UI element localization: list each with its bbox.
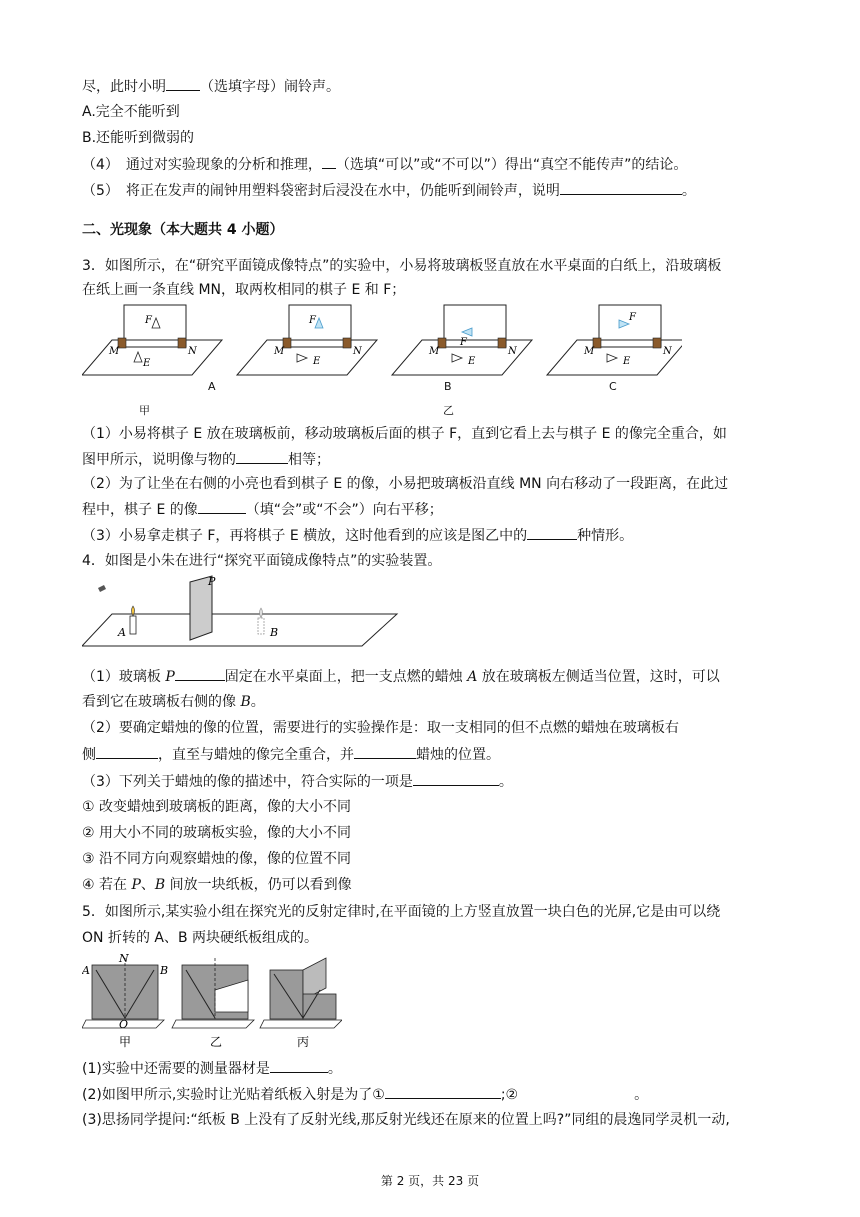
text: 间放一块纸板，仍可以看到像 bbox=[165, 877, 352, 893]
answer-blank[interactable] bbox=[198, 499, 246, 514]
q4-part2-cont bbox=[82, 744, 500, 765]
answer-blank[interactable] bbox=[96, 744, 158, 759]
text-line bbox=[82, 102, 180, 122]
text: 。 bbox=[250, 694, 265, 710]
answer-blank[interactable] bbox=[527, 525, 577, 540]
text: （4） 通过对实验现象的分析和推理， bbox=[82, 157, 322, 173]
caption-5-yi: 乙 bbox=[210, 1035, 223, 1049]
figure-q3 bbox=[82, 300, 682, 420]
svg-text:N: N bbox=[353, 346, 362, 357]
q5-part3 bbox=[82, 1110, 730, 1130]
question-4 bbox=[82, 551, 441, 571]
page-footer: 第 2 页，共 23 页 bbox=[380, 1174, 480, 1188]
caption-5-bing: 丙 bbox=[297, 1035, 310, 1049]
label-a: A bbox=[118, 626, 126, 639]
q4-part2 bbox=[82, 718, 679, 738]
text: 。 bbox=[498, 774, 513, 790]
text: 放在玻璃板左侧适当位置，这时，可以 bbox=[477, 669, 720, 685]
svg-text:E: E bbox=[313, 356, 321, 367]
section-title bbox=[82, 220, 284, 240]
var-p: P bbox=[131, 877, 141, 893]
text: 图甲所示，说明像与物的 bbox=[82, 452, 236, 468]
text: 相等； bbox=[288, 452, 330, 468]
text-line bbox=[82, 180, 696, 201]
text: （填“会”或“不会”）向右平移； bbox=[245, 502, 443, 518]
label-a: A bbox=[82, 964, 90, 977]
q5-part2 bbox=[82, 1084, 648, 1105]
text: 种情形。 bbox=[577, 528, 634, 544]
text: (2)如图甲所示,实验时让光贴着纸板入射是为了① bbox=[82, 1087, 385, 1103]
svg-text:N: N bbox=[188, 346, 197, 357]
answer-blank[interactable] bbox=[166, 76, 200, 91]
svg-text:F: F bbox=[629, 312, 636, 323]
text: （1）玻璃板 bbox=[82, 669, 166, 685]
svg-text:M: M bbox=[274, 346, 285, 357]
text: ;② bbox=[500, 1087, 519, 1103]
svg-text:M: M bbox=[584, 346, 595, 357]
text: （选填“可以”或“不可以”）得出“真空不能传声”的结论。 bbox=[335, 157, 688, 173]
diagram-b bbox=[392, 305, 532, 375]
svg-text:F: F bbox=[460, 337, 467, 348]
text: 4．如图是小朱在进行“探究平面镜成像特点”的实验装置。 bbox=[82, 553, 442, 569]
diagram-a bbox=[237, 305, 377, 375]
text: ③ 沿不同方向观察蜡烛的像，像的位置不同 bbox=[82, 851, 351, 867]
text: 固定在水平桌面上，把一支点燃的蜡烛 bbox=[224, 669, 468, 685]
text: ④ 若在 bbox=[82, 877, 132, 893]
var-b: B bbox=[240, 694, 251, 710]
diagram-5-yi bbox=[172, 958, 254, 1028]
answer-blank[interactable] bbox=[236, 449, 288, 464]
text-line bbox=[82, 154, 687, 175]
text: 5．如图所示,某实验小组在探究光的反射定律时,在平面镜的上方竖直放置一块白色的光屏,它是由可以绕 bbox=[82, 904, 721, 920]
text: 侧 bbox=[82, 747, 96, 763]
answer-blank[interactable] bbox=[175, 666, 225, 681]
answer-blank[interactable] bbox=[560, 180, 682, 195]
caption-b: B bbox=[444, 380, 452, 393]
text: 在纸上画一条直线 MN，取两枚相同的棋子 E 和 F； bbox=[82, 282, 406, 298]
text: （2）为了让坐在右侧的小亮也看到棋子 E 的像，小易把玻璃板沿直线 MN 向右移动了一段距离，在此过 bbox=[82, 476, 729, 492]
diagram-5-bing bbox=[260, 958, 342, 1028]
figure-q5 bbox=[82, 950, 342, 1050]
text: 3．如图所示，在“研究平面镜成像特点”的实验中，小易将玻璃板竖直放在水平桌面的白纸上，沿玻璃板 bbox=[82, 258, 722, 274]
text: (3)思扬同学提问:“纸板 B 上没有了反射光线,那反射光线还在原来的位置上吗?”同组的晨逸同学灵机一动, bbox=[82, 1112, 730, 1128]
label-n: N bbox=[119, 952, 129, 965]
text: （1）小易将棋子 E 放在玻璃板前，移动玻璃板后面的棋子 F，直到它看上去与棋子 E 的像完全重合，如 bbox=[82, 426, 727, 442]
svg-text:M: M bbox=[109, 346, 120, 357]
figure-q4 bbox=[82, 574, 402, 654]
q4-part3 bbox=[82, 771, 513, 792]
option-a: A.完全不能听到 bbox=[82, 104, 180, 120]
text: （选填字母）闹铃声。 bbox=[200, 79, 340, 95]
text: 程中，棋子 E 的像 bbox=[82, 502, 198, 518]
answer-blank[interactable] bbox=[385, 1084, 501, 1099]
svg-text:F: F bbox=[145, 315, 152, 326]
text: 。 bbox=[327, 1061, 342, 1077]
text: ，直至与蜡烛的像完全重合，并 bbox=[158, 747, 354, 763]
text: 。 bbox=[634, 1087, 649, 1103]
svg-text:E: E bbox=[468, 356, 476, 367]
q3-part2 bbox=[82, 474, 728, 494]
answer-blank[interactable] bbox=[270, 1058, 328, 1073]
svg-text:N: N bbox=[508, 346, 517, 357]
label-p: P bbox=[208, 575, 216, 588]
caption-c: C bbox=[609, 380, 617, 393]
section-title-text: 二、光现象（本大题共 4 小题） bbox=[82, 222, 284, 238]
text: ② 用大小不同的玻璃板实验，像的大小不同 bbox=[82, 825, 351, 841]
label-o: O bbox=[119, 1018, 129, 1031]
caption-yi: 乙 bbox=[443, 404, 454, 417]
text: （5） 将正在发声的闹钟用塑料袋密封后浸没在水中，仍能听到闹铃声，说明 bbox=[82, 183, 560, 199]
text: （3）下列关于蜡烛的像的描述中，符合实际的一项是 bbox=[82, 774, 413, 790]
caption-5-jia: 甲 bbox=[119, 1035, 132, 1049]
svg-text:N: N bbox=[663, 346, 672, 357]
q3-part1-cont bbox=[82, 449, 330, 470]
text: 看到它在玻璃板右侧的像 bbox=[82, 694, 241, 710]
text: ① 改变蜡烛到玻璃板的距离，像的大小不同 bbox=[82, 799, 351, 815]
answer-blank[interactable] bbox=[413, 771, 499, 786]
q5-part1 bbox=[82, 1058, 342, 1079]
svg-text:F: F bbox=[309, 315, 316, 326]
diagram-c bbox=[547, 305, 682, 375]
option-b: B.还能听到微弱的 bbox=[82, 130, 195, 146]
label-b: B bbox=[270, 626, 279, 639]
svg-text:E: E bbox=[623, 356, 631, 367]
text: ON 折转的 A、B 两块硬纸板组成的。 bbox=[82, 930, 319, 946]
option-2 bbox=[82, 823, 351, 843]
var-b: B bbox=[154, 877, 166, 893]
q3-part1 bbox=[82, 424, 727, 444]
svg-text:M: M bbox=[429, 346, 440, 357]
caption-a: A bbox=[208, 380, 216, 393]
text: 、 bbox=[140, 877, 155, 893]
text: （3）小易拿走棋子 F，再将棋子 E 横放，这时他看到的应该是图乙中的 bbox=[82, 528, 528, 544]
label-b: B bbox=[160, 964, 169, 977]
q3-part3 bbox=[82, 525, 633, 546]
diagram-jia bbox=[82, 305, 222, 375]
text-line bbox=[82, 76, 340, 97]
option-4 bbox=[82, 875, 352, 895]
var-p: P bbox=[165, 669, 175, 685]
q4-part1-cont bbox=[82, 692, 265, 712]
text: 蜡烛的位置。 bbox=[416, 747, 500, 763]
question-3 bbox=[82, 256, 721, 276]
svg-text:E: E bbox=[143, 358, 151, 369]
text-line bbox=[82, 128, 194, 148]
q3-part2-cont bbox=[82, 499, 443, 520]
text: 。 bbox=[681, 183, 696, 199]
caption-jia: 甲 bbox=[139, 404, 150, 417]
option-1 bbox=[82, 797, 351, 817]
question-3-cont bbox=[82, 280, 405, 300]
text: 尽，此时小明 bbox=[82, 79, 166, 95]
option-3 bbox=[82, 849, 351, 869]
text: (1)实验中还需要的测量器材是 bbox=[82, 1061, 270, 1077]
question-5-cont bbox=[82, 928, 318, 948]
text: （2）要确定蜡烛的像的位置，需要进行的实验操作是：取一支相同的但不点燃的蜡烛在玻璃板右 bbox=[82, 720, 679, 736]
answer-blank[interactable] bbox=[354, 744, 416, 759]
var-a: A bbox=[467, 669, 478, 685]
question-5 bbox=[82, 902, 720, 922]
q4-part1 bbox=[82, 666, 720, 687]
answer-blank[interactable] bbox=[322, 154, 336, 169]
